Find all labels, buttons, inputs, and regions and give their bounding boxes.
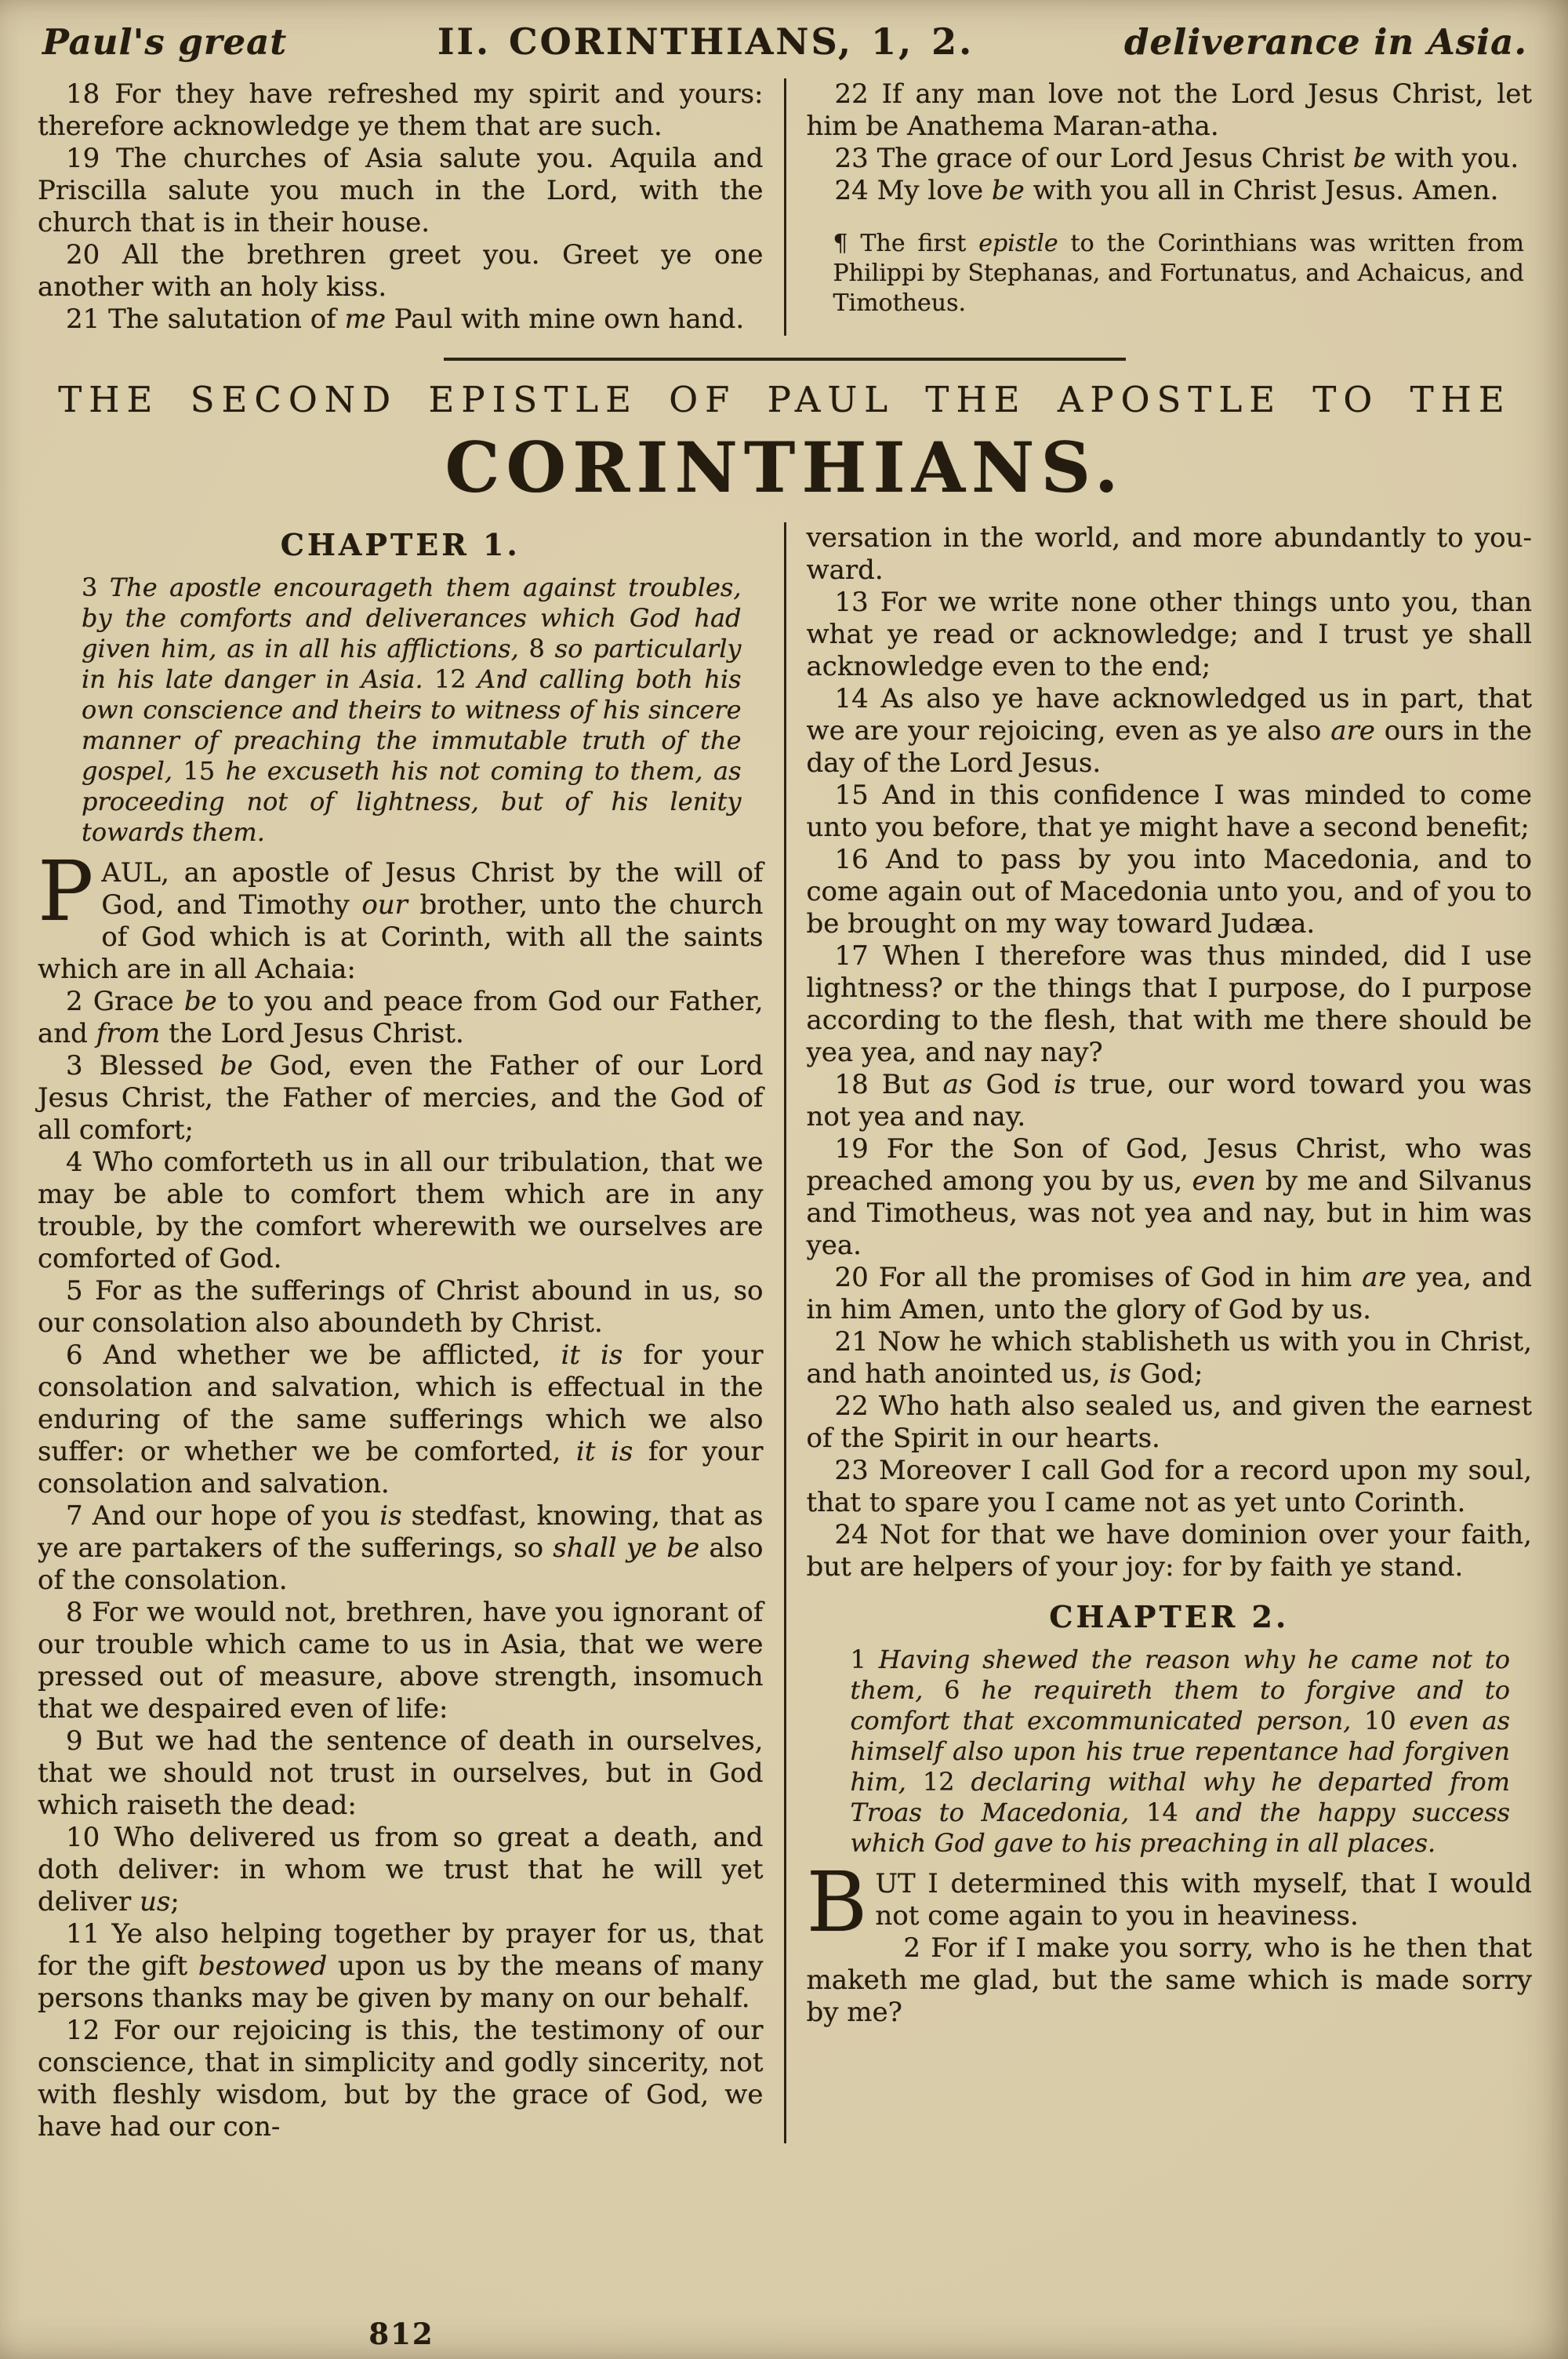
verse: 23 The grace of our Lord Jesus Christ be with you. (834, 143, 1519, 174)
first-epistle-ending-section (38, 78, 1532, 336)
main-right-column (807, 522, 1533, 2143)
verse: 10 Who delivered us from so great a death, and doth deliver: in whom we trust that he will yet deliver us; (38, 1822, 764, 1917)
verse: 12 For our rejoicing is this, the testimony of our conscience, that in simplicity and godly sincerity, not with fleshly wisdom, but by the grace of God, we have had our con- (38, 2015, 764, 2143)
drop-cap: B (806, 1854, 868, 1950)
verse: 24 My love be with you all in Christ Jesus. Amen. (834, 175, 1499, 206)
verse: 23 Moreover I call God for a record upon my soul, that to spare you I came not as yet unto Corinth. (806, 1455, 1532, 1518)
ending-left-column (38, 78, 764, 336)
verse: 9 But we had the sentence of death in ourselves, that we should not trust in ourselves, but in God which raiseth the dead: (38, 1725, 764, 1821)
verse: 6 And whether we be afflicted, it is for your consolation and salvation, which is effectual in the enduring of the same sufferings which we also suffer: or whether we be comforted, it is for your consolation and salvation. (38, 1339, 764, 1499)
running-head-center: II. CORINTHIANS, 1, 2. (437, 20, 975, 63)
verse: 7 And our hope of you is stedfast, knowing, that as ye are partakers of the sufferings, so shall ye be also of the consolation. (38, 1500, 764, 1596)
column-divider (784, 78, 786, 336)
chapter-1-left-verses (38, 843, 764, 2143)
chapter-2-block (807, 1599, 1533, 2029)
verse: 14 As also ye have acknowledged us in part, that we are your rejoicing, even as ye also are ours in the day of the Lord Jesus. (806, 683, 1532, 779)
second-corinthians-section (38, 522, 1532, 2143)
verse: 20 For all the promises of God in him are yea, and in him Amen, unto the glory of God by us. (806, 1262, 1532, 1325)
verse: 18 For they have refreshed my spirit and yours: therefore acknowledge ye them that are such. (38, 78, 764, 142)
verse: 11 Ye also helping together by prayer for us, that for the gift bestowed upon us by the means of many persons thanks may be given by many on our behalf. (38, 1918, 764, 2014)
chapter-2-summary: 1 Having shewed the reason why he came not to them, 6 he requireth them to forgive and to comfort that excommunicated person, 10 even as himself also upon his true repentance had forgiven him, 12 declaring withal why he departed from Troas to Macedonia, 14 and the happy success which God gave to his preaching in all places. (850, 1645, 1511, 1858)
running-head (42, 20, 1527, 63)
colophon-note: ¶ The first epistle to the Corinthians was written from Philippi by Stephanas, and Fortunatus, and Achaicus, and Timotheus. (833, 230, 1524, 317)
ending-right-column (807, 78, 1533, 336)
verse: 17 When I therefore was thus minded, did I use lightness? or the things that I purpose, do I purpose according to the flesh, that with me there should be yea yea, and nay nay? (806, 940, 1532, 1068)
verse: 19 For the Son of God, Jesus Christ, who was preached among you by us, even by me and Silvanus and Timotheus, was not yea and nay, but in him was yea. (806, 1133, 1532, 1261)
verse: 21 Now he which stablisheth us with you in Christ, and hath anointed us, is God; (806, 1326, 1532, 1390)
verse: 20 All the brethren greet you. Greet ye one another with an holy kiss. (38, 239, 764, 303)
verse-12-continuation: versation in the world, and more abundantly to you-ward. (806, 522, 1532, 586)
running-head-right: deliverance in Asia. (1124, 21, 1527, 63)
chapter-1-summary: 3 The apostle encourageth them against troubles, by the comforts and deliverances which God had given him, as in all his afflictions, 8 so particularly in his late danger in Asia. 12 And calling both his own conscience and theirs to witness of his sincere manner of preaching the immutable truth of the gospel, 15 he excuseth his not coming to them, as proceeding not of lightness, but of his lenity towards them. (82, 572, 742, 847)
verse: 19 The churches of Asia salute you. Aquila and Priscilla salute you much in the Lord, with the church that is in their house. (38, 143, 764, 238)
verse: 22 If any man love not the Lord Jesus Christ, let him be Anathema Maran-atha. (806, 78, 1532, 142)
verse: 3 Blessed be God, even the Father of our Lord Jesus Christ, the Father of mercies, and the God of all comfort; (38, 1050, 764, 1146)
chapter-2-verses (806, 1854, 1533, 2029)
section-divider-rule (444, 358, 1126, 361)
book-title (38, 378, 1532, 507)
book-title-line-1: THE SECOND EPISTLE OF PAUL THE APOSTLE TO THE (58, 379, 1512, 420)
verse: 5 For as the sufferings of Christ abound in us, so our consolation also aboundeth by Christ. (38, 1275, 764, 1339)
running-head-left: Paul's great (42, 21, 288, 63)
book-title-line-2: CORINTHIANS. (445, 427, 1125, 508)
main-left-column (38, 522, 764, 2143)
chapter-2-heading: CHAPTER 2. (1049, 1599, 1290, 1634)
verse: 15 And in this confidence I was minded to come unto you before, that ye might have a second benefit; (806, 780, 1532, 843)
verse: 8 For we would not, brethren, have you ignorant of our trouble which came to us in Asia, that we were pressed out of measure, above strength, insomuch that we despaired even of life: (38, 1597, 764, 1725)
page-number: 812 (368, 2317, 434, 2351)
chapter-1-right-verses (807, 587, 1533, 1583)
column-divider (784, 522, 786, 2143)
verse: 2 Grace be to you and peace from God our Father, and from the Lord Jesus Christ. (38, 986, 764, 1049)
verse: PAUL, an apostle of Jesus Christ by the will of God, and Timothy our brother, unto the church of God which is at Corinth, with all the saints which are in all Achaia: (38, 843, 764, 985)
ending-right-verses (807, 78, 1533, 207)
verse: 22 Who hath also sealed us, and given the earnest of the Spirit in our hearts. (806, 1390, 1532, 1454)
verse: 13 For we write none other things unto you, than what ye read or acknowledge; and I trust ye shall acknowledge even to the end; (806, 587, 1532, 682)
verse: 24 Not for that we have dominion over your faith, but are helpers of your joy: for by faith ye stand. (806, 1519, 1532, 1583)
chapter-1-heading: CHAPTER 1. (280, 527, 521, 562)
verse: 21 The salutation of me Paul with mine own hand. (66, 304, 745, 335)
verse: 16 And to pass by you into Macedonia, and to come again out of Macedonia unto you, and of you to be brought on my way toward Judæa. (806, 844, 1532, 940)
verse: BUT I determined this with myself, that I would not come again to you in heaviness. (806, 1854, 1532, 1950)
verse: 2 For if I make you sorry, who is he then that maketh me glad, but the same which is made sorry by me? (806, 1932, 1532, 2028)
verse: 18 But as God is true, our word toward you was not yea and nay. (806, 1069, 1532, 1132)
drop-cap: P (38, 843, 94, 940)
verse: 4 Who comforteth us in all our tribulation, that we may be able to comfort them which are in any trouble, by the comfort wherewith we ourselves are comforted of God. (38, 1147, 764, 1274)
